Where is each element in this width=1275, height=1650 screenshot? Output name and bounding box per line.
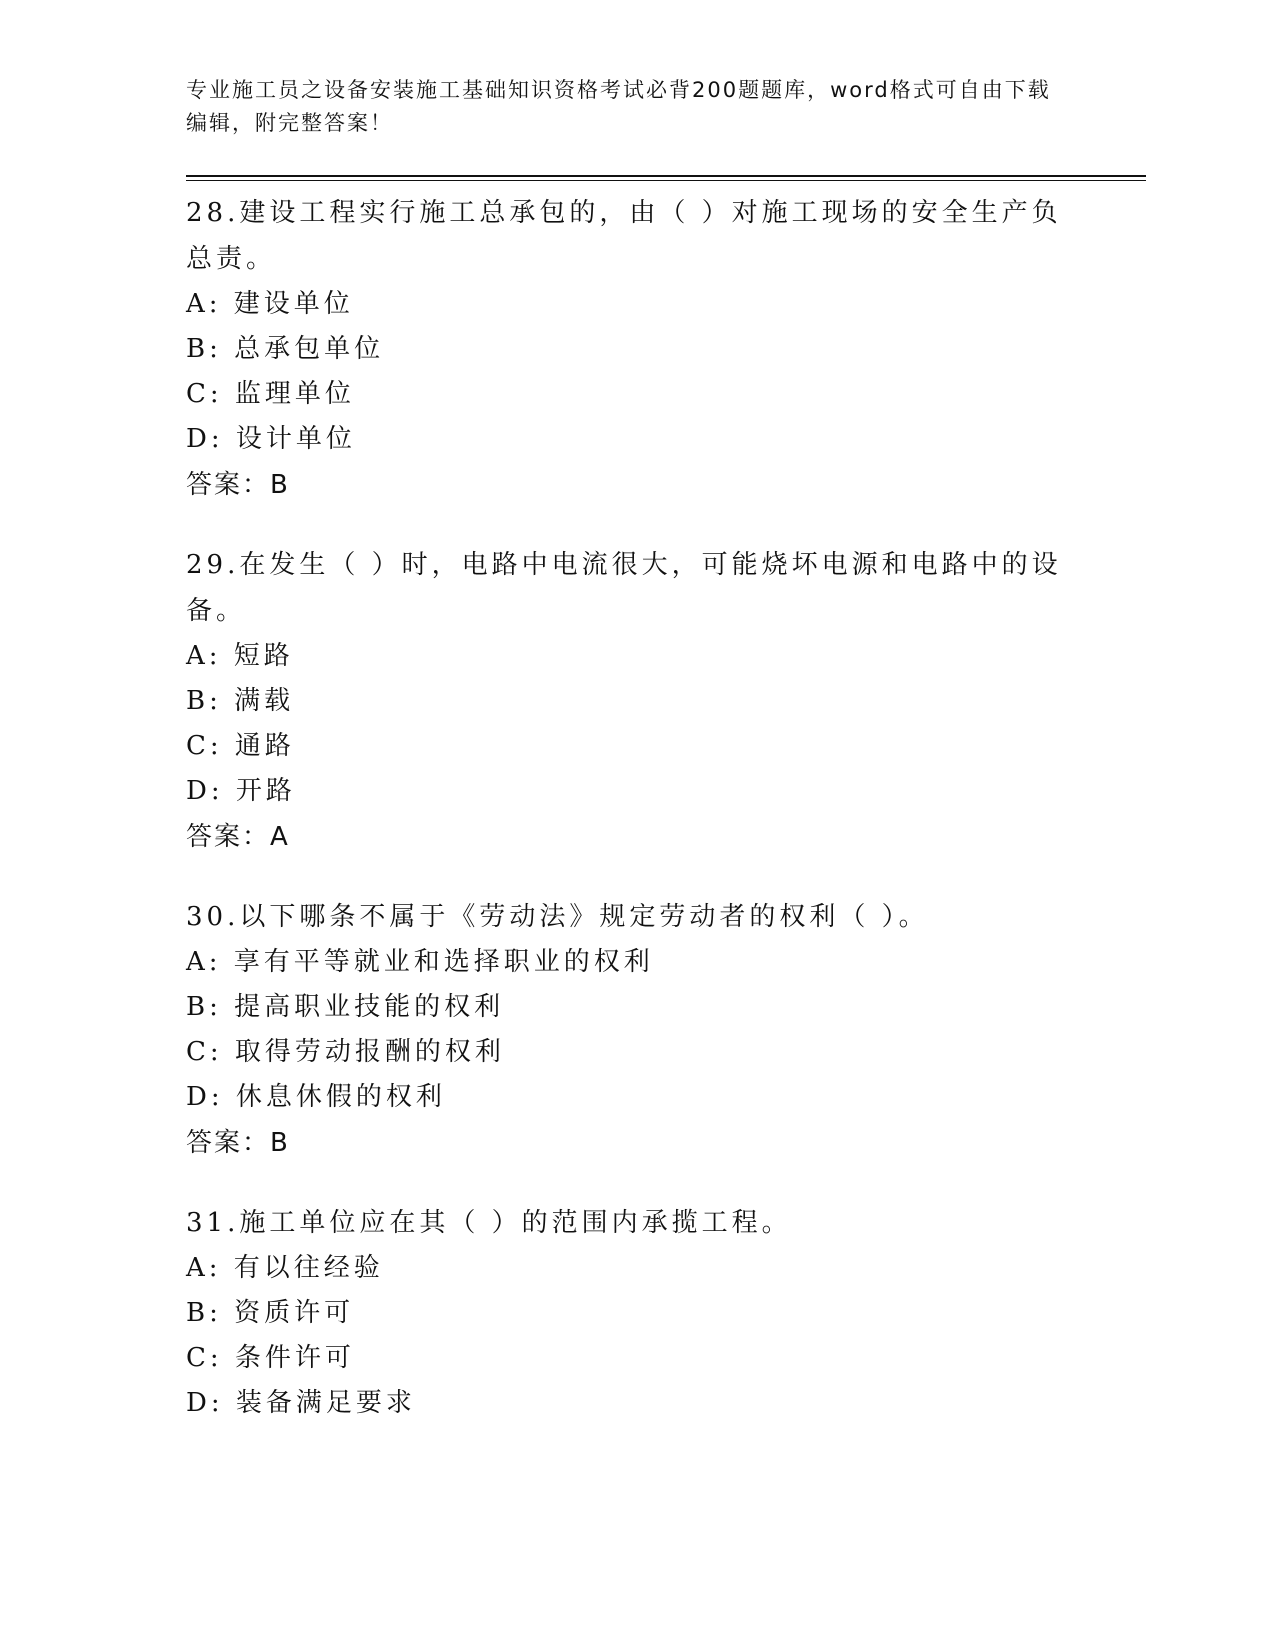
header-divider-thick: [186, 175, 1146, 177]
question-28: [186, 190, 1066, 508]
option-c: C: 条件许可: [186, 1343, 355, 1373]
option-b: B: 满载: [186, 686, 295, 716]
question-29: [186, 542, 1066, 860]
option-b: B: 提高职业技能的权利: [186, 992, 505, 1022]
option-a: A: 短路: [186, 641, 294, 671]
answer-label: 答案：: [186, 822, 271, 852]
document-header: 专业施工员之设备安装施工基础知识资格考试必背200题题库，word格式可自由下载编辑，附完整答案！: [186, 78, 1051, 135]
question-stem: 29.在发生（ ）时，电路中电流很大，可能烧坏电源和电路中的设备。: [186, 550, 1062, 626]
answer-line: [186, 462, 1066, 508]
answer-label: 答案：: [186, 1128, 271, 1158]
answer-value: B: [270, 1128, 290, 1158]
option-d: D: 设计单位: [186, 424, 356, 454]
answer-line: [186, 1120, 1066, 1166]
question-30: [186, 894, 1066, 1166]
answer-value: B: [270, 470, 290, 500]
answer-value: A: [270, 822, 290, 852]
answer-line: [186, 814, 1066, 860]
option-c: C: 监理单位: [186, 379, 355, 409]
option-b: B: 资质许可: [186, 1298, 355, 1328]
question-31: [186, 1200, 1066, 1426]
question-stem: 30.以下哪条不属于《劳动法》规定劳动者的权利（ ）。: [186, 902, 929, 932]
option-a: A: 建设单位: [186, 289, 354, 319]
question-stem: 28.建设工程实行施工总承包的，由（ ）对施工现场的安全生产负总责。: [186, 198, 1062, 274]
header-divider-thin: [186, 180, 1146, 181]
option-a: A: 有以往经验: [186, 1253, 384, 1283]
option-c: C: 取得劳动报酬的权利: [186, 1037, 505, 1067]
question-stem: 31.施工单位应在其（ ）的范围内承揽工程。: [186, 1208, 792, 1238]
option-b: B: 总承包单位: [186, 334, 385, 364]
question-list: [186, 190, 1066, 1460]
option-d: D: 开路: [186, 776, 296, 806]
option-d: D: 装备满足要求: [186, 1388, 416, 1418]
option-c: C: 通路: [186, 731, 295, 761]
option-a: A: 享有平等就业和选择职业的权利: [186, 947, 654, 977]
answer-label: 答案：: [186, 470, 271, 500]
option-d: D: 休息休假的权利: [186, 1082, 446, 1112]
